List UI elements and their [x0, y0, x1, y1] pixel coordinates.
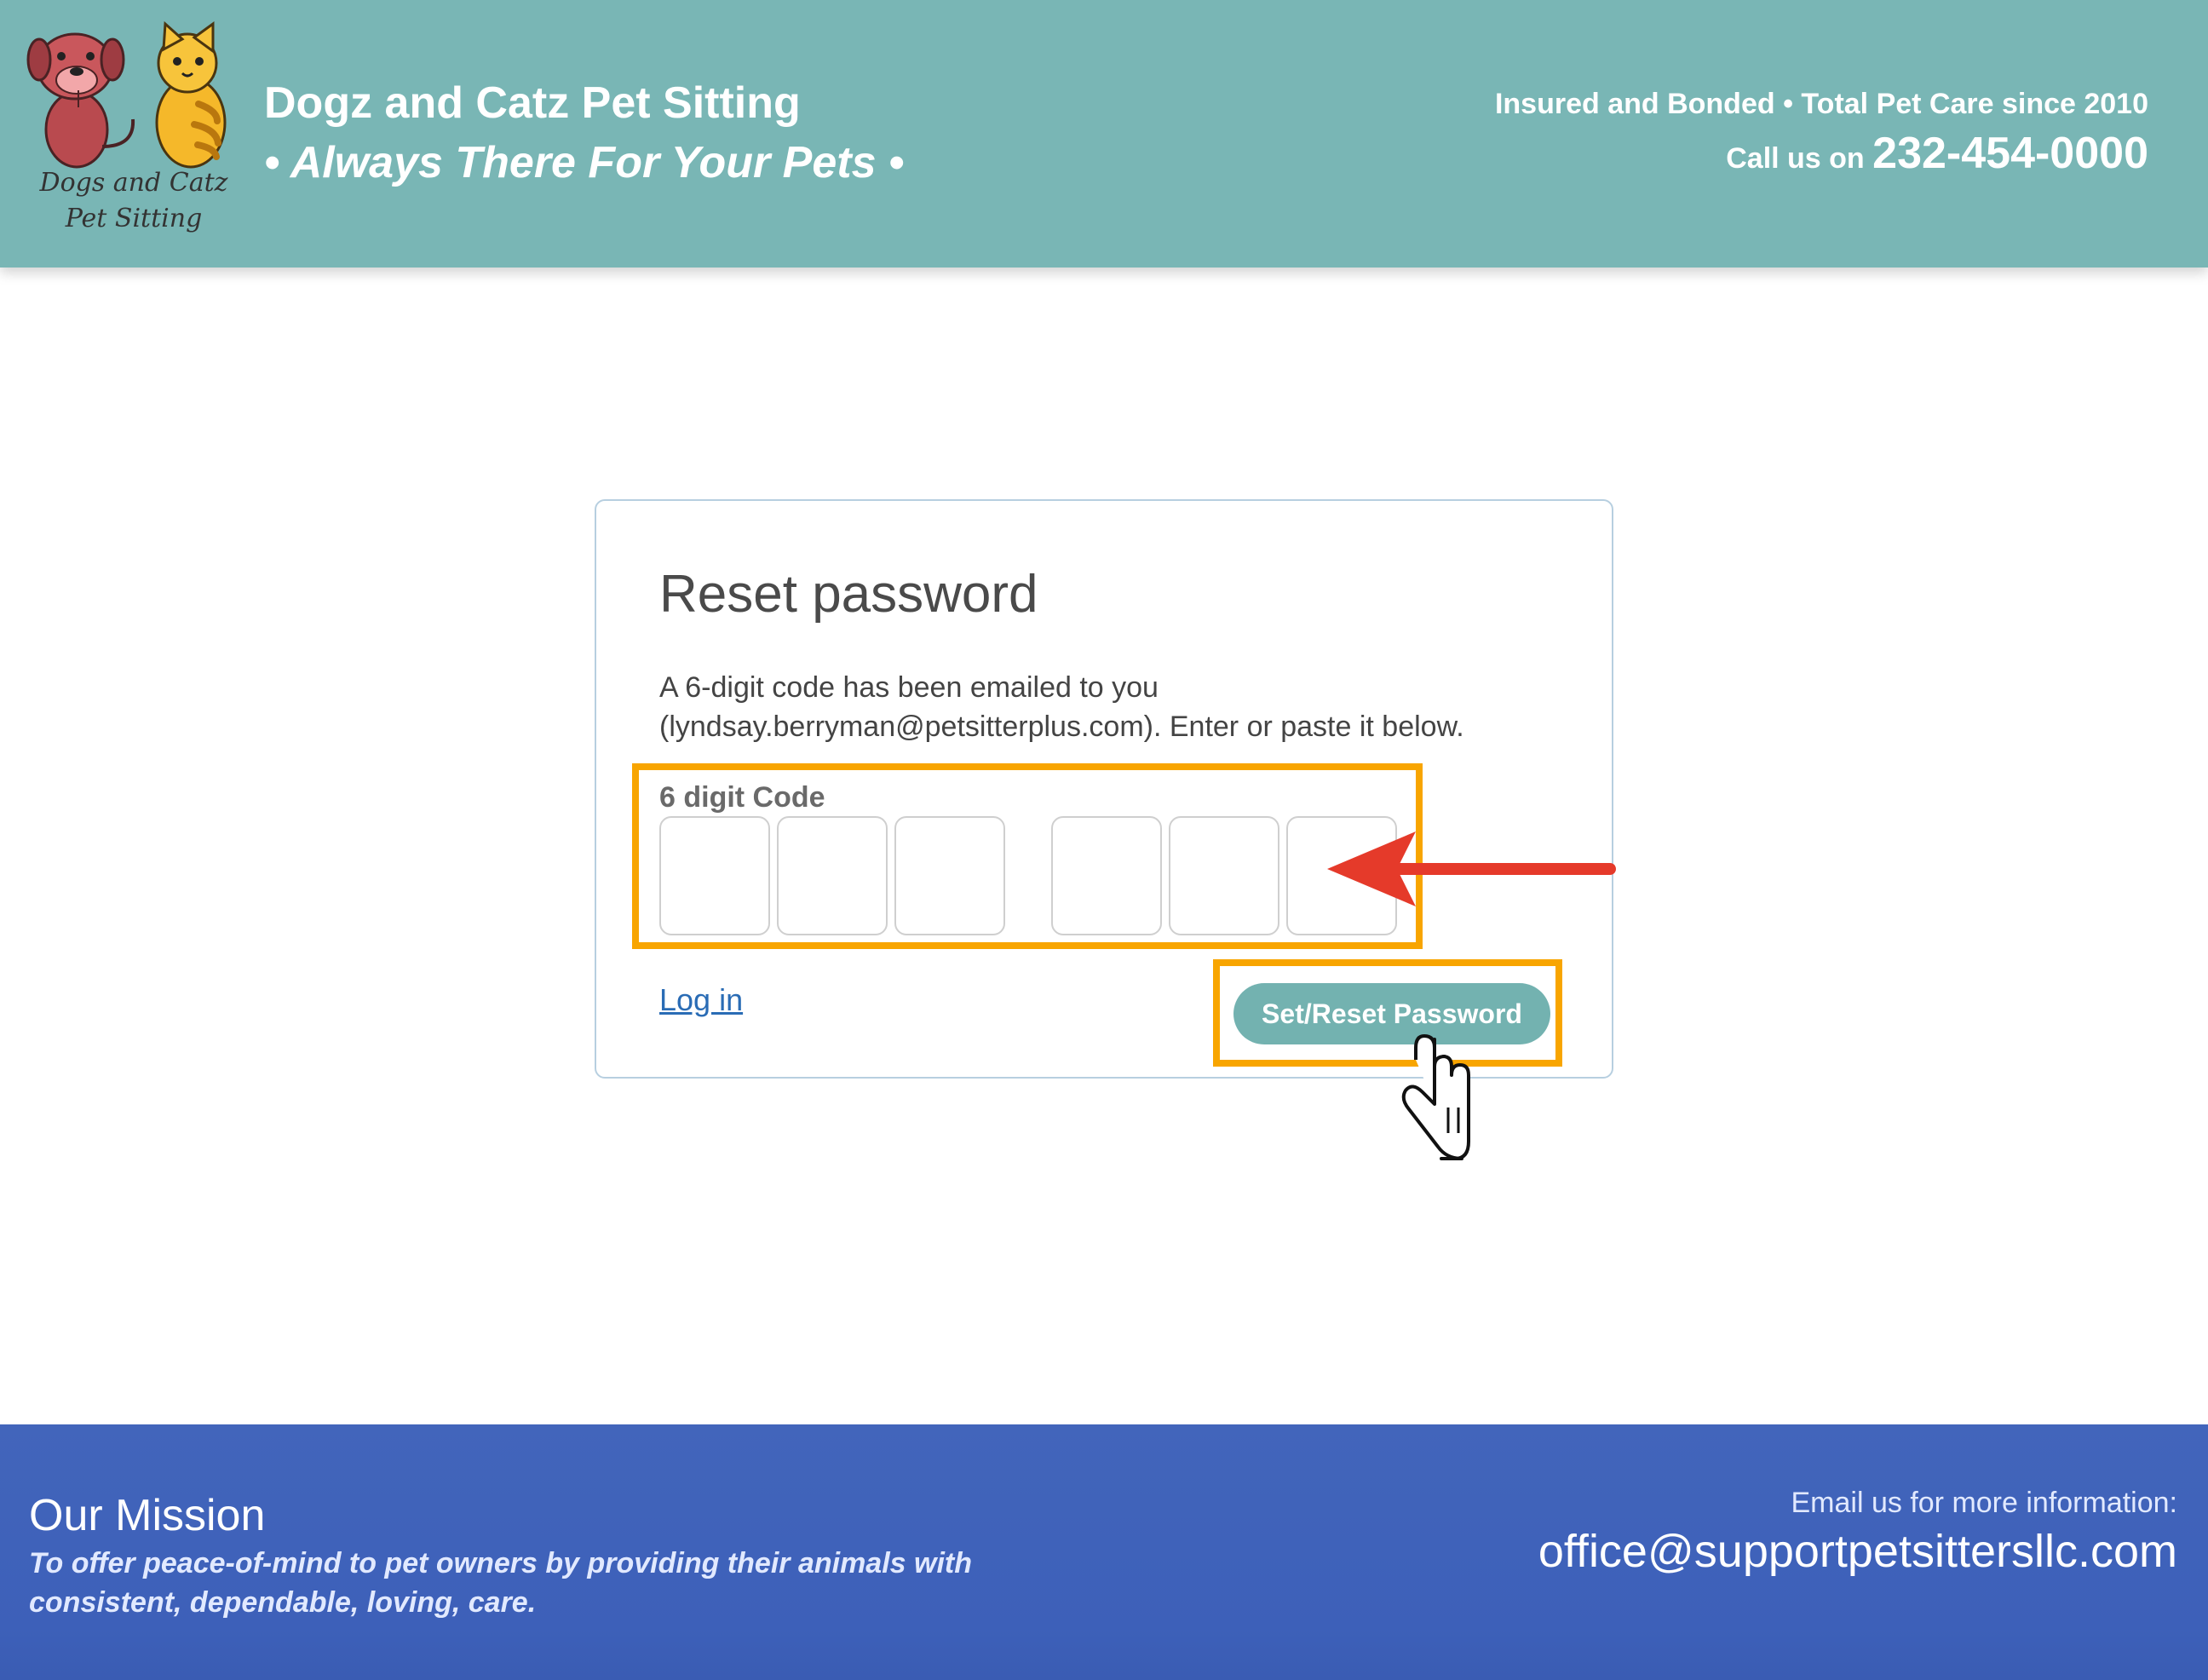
contact-email-link[interactable]: office@supportpetsittersllc.com: [1538, 1526, 2177, 1577]
dog-and-cat-logo-icon: [24, 19, 244, 172]
dog-icon: [28, 34, 133, 167]
site-footer: [0, 1424, 2208, 1680]
code-digit-4[interactable]: [1051, 816, 1162, 935]
brand-tagline: • Always There For Your Pets •: [264, 138, 905, 187]
code-digit-6[interactable]: [1286, 816, 1397, 935]
cat-icon: [157, 24, 225, 167]
email-label: Email us for more information:: [1791, 1487, 2177, 1519]
mission-text: To offer peace-of-mind to pet owners by providing their animals with consistent, dependable, loving, care.: [29, 1547, 972, 1619]
call-us-line: [1495, 126, 2148, 186]
mission-title: Our Mission: [29, 1491, 266, 1540]
page-title: Reset password: [659, 565, 1038, 624]
code-digit-3[interactable]: [894, 816, 1005, 935]
logo-text-line2: Pet Sitting: [65, 204, 203, 233]
code-label: 6 digit Code: [659, 781, 825, 814]
site-header: [0, 0, 2208, 268]
code-digit-2[interactable]: [777, 816, 888, 935]
code-digit-5[interactable]: [1169, 816, 1279, 935]
code-digit-1[interactable]: [659, 816, 770, 935]
footer-contact: [1538, 1484, 2177, 1581]
insured-bonded-text: Insured and Bonded • Total Pet Care since 2010: [1494, 88, 2148, 120]
reset-password-card: [595, 499, 1613, 1079]
login-link[interactable]: Log in: [659, 982, 744, 1017]
brand-title: Dogz and Catz Pet Sitting: [264, 78, 801, 128]
call-us-label: Call us on: [1726, 142, 1865, 175]
code-sent-description: A 6-digit code has been emailed to you (lyndsay.berryman@petsitterplus.com). Enter or paste it below.: [659, 671, 1464, 743]
set-reset-password-button[interactable]: Set/Reset Password: [1233, 983, 1550, 1044]
header-contact: [1495, 82, 2148, 186]
site-logo[interactable]: [24, 19, 244, 249]
phone-number[interactable]: 232-454-0000: [1872, 129, 2148, 178]
logo-text-line1: Dogs and Catz: [39, 168, 228, 198]
